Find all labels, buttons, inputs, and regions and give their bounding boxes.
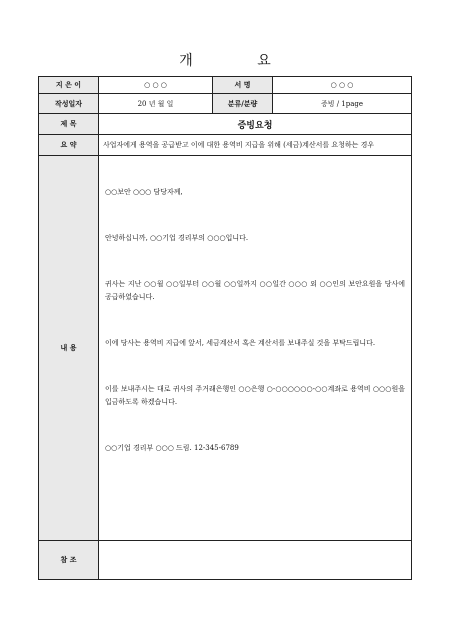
subject-label: 제 목 xyxy=(39,114,99,135)
content-paragraph: ○○기업 경리부 ○○○ 드림. 12-345-6789 xyxy=(105,444,239,452)
content-paragraph: 이에 당사는 용역비 지급에 앞서, 세금계산서 혹은 계산서를 보내주실 것을 부탁드립니다. xyxy=(105,339,376,347)
author-row xyxy=(39,77,412,94)
subject-value[interactable]: 증빙요청 xyxy=(99,114,412,135)
content-paragraph: 귀사는 지난 ○○월 ○○일부터 ○○월 ○○일까지 ○○일간 ○○○ 외 ○○인의 보안요원을 당사에 공급하였습니다. xyxy=(105,280,405,301)
subject-row xyxy=(39,114,412,135)
author-label: 지 은 이 xyxy=(39,77,99,94)
content-row xyxy=(39,156,412,541)
date-row xyxy=(39,94,412,114)
content-body[interactable] xyxy=(99,156,412,541)
sign-value[interactable]: ○ ○ ○ xyxy=(273,77,412,94)
date-label: 작성일자 xyxy=(39,94,99,114)
summary-label: 요 약 xyxy=(39,135,99,156)
summary-table xyxy=(38,76,412,580)
category-value[interactable]: 증빙 / 1page xyxy=(273,94,412,114)
sign-label: 서 명 xyxy=(213,77,273,94)
summary-value[interactable]: 사업자에게 용역을 공급받고 이에 대한 용역비 지급을 위해 (세금)계산서를 요청하는 경우 xyxy=(99,135,412,156)
date-value[interactable]: 20 년 월 일 xyxy=(99,94,213,114)
content-paragraph: 안녕하십니까, ○○기업 경리부의 ○○○입니다. xyxy=(105,234,249,242)
reference-row xyxy=(39,541,412,580)
content-paragraph: 이를 보내주시는 대로 귀사의 주거래은행인 ○○은행 ○-○○○○○○-○○계좌로 용역비 ○○○원을 입금하도록 하겠습니다. xyxy=(105,385,405,406)
reference-value[interactable] xyxy=(99,541,412,580)
content-label: 내 용 xyxy=(39,156,99,541)
category-label: 분류/분량 xyxy=(213,94,273,114)
document-title: 개 요 xyxy=(179,53,301,69)
reference-label: 참 조 xyxy=(39,541,99,580)
summary-row xyxy=(39,135,412,156)
author-value[interactable]: ○ ○ ○ xyxy=(99,77,213,94)
content-paragraph: ○○보안 ○○○ 담당자께, xyxy=(105,188,183,196)
